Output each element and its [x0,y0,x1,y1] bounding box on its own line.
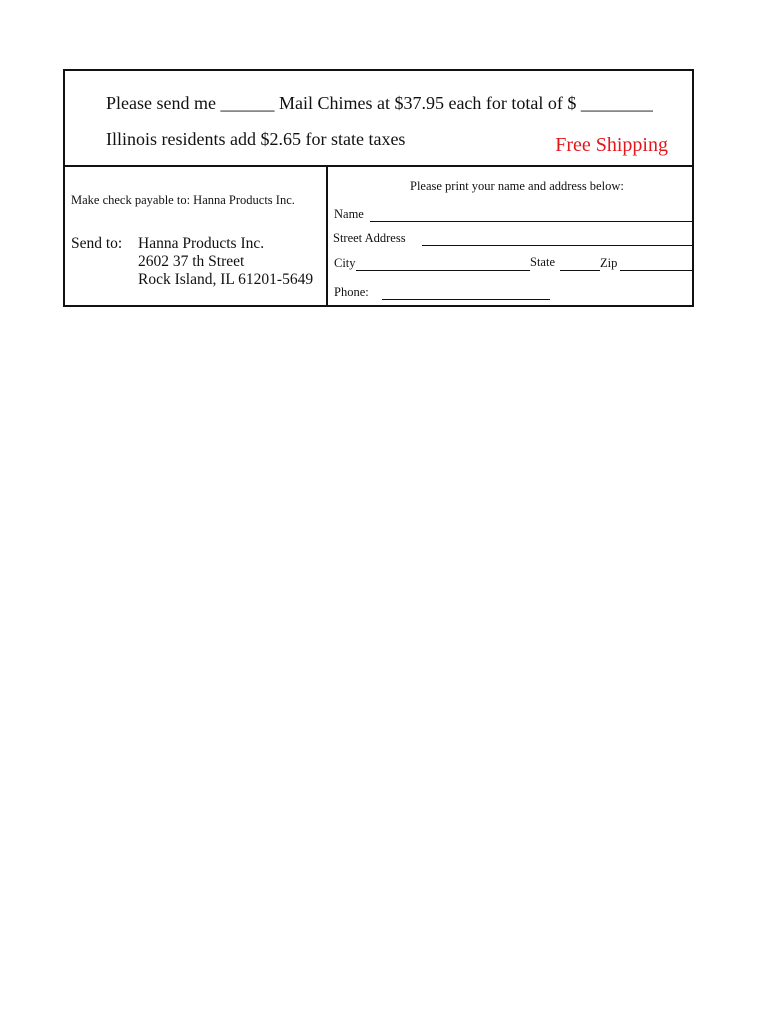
phone-label: Phone: [334,285,369,299]
order-quantity-line: Please send me ______ Mail Chimes at $37.95 each for total of $ ________ [106,93,653,113]
order-section [65,71,692,167]
address-line-city: Rock Island, IL 61201-5649 [138,271,314,288]
state-label: State [530,255,555,269]
tax-note: Illinois residents add $2.65 for state taxes [106,129,406,149]
print-instruction: Please print your name and address below: [410,179,624,193]
free-shipping-label: Free Shipping [555,134,668,156]
payable-to-text: Make check payable to: Hanna Products Inc. [71,193,295,207]
street-address-field[interactable] [422,245,692,246]
zip-label: Zip [600,256,618,270]
zip-field[interactable] [620,270,692,271]
phone-field[interactable] [382,299,550,300]
address-line-street: 2602 37 th Street [138,253,245,270]
payment-section [65,165,328,307]
street-address-label: Street Address [333,231,406,245]
state-field[interactable] [560,270,600,271]
address-line-company: Hanna Products Inc. [138,235,265,252]
city-field[interactable] [356,270,530,271]
send-to-label: Send to: [71,235,123,252]
customer-section [328,165,694,307]
name-label: Name [334,207,364,221]
city-label: City [334,256,356,270]
order-form [63,69,694,307]
name-field[interactable] [370,221,692,222]
